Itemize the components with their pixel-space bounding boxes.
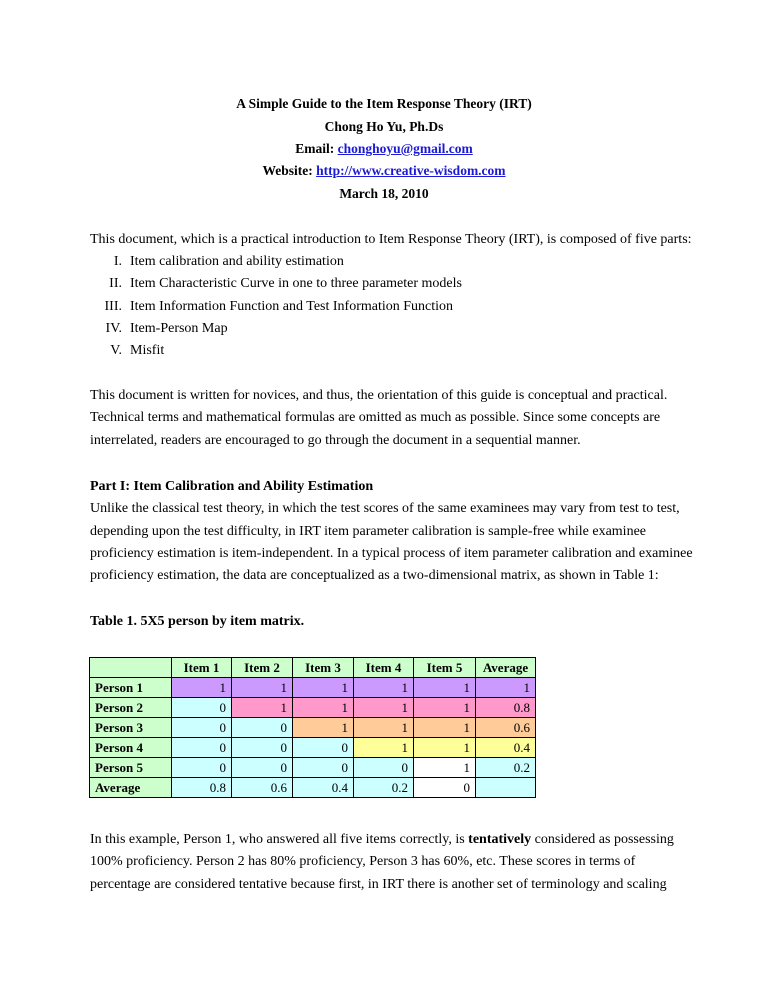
row-label: Person 5 (90, 758, 172, 778)
list-item (96, 318, 462, 340)
table-cell: 1 (293, 678, 354, 698)
table-cell: 1 (414, 698, 476, 718)
table-cell (476, 778, 536, 798)
row-label: Person 2 (90, 698, 172, 718)
header-cell: Item 3 (293, 658, 354, 678)
paragraph-line: interrelated, readers are encouraged to go through the document in a sequential manner. (90, 432, 581, 448)
email-link[interactable]: chonghoyu@gmail.com (337, 141, 473, 156)
list-number: II. (109, 276, 122, 292)
list-item (96, 273, 462, 295)
intro-paragraph (90, 229, 690, 251)
row-label: Person 1 (90, 678, 172, 698)
text-run: In this example, Person 1, who answered all five items correctly, is (90, 832, 469, 847)
header-cell: Item 2 (232, 658, 293, 678)
author-name: Chong Ho Yu, Ph.Ds (324, 119, 444, 134)
list-number: I. (113, 254, 122, 269)
list-item (96, 296, 462, 318)
list-label: Misfit (130, 343, 165, 359)
list-label: Item Characteristic Curve in one to three parameter models (130, 276, 462, 292)
website-line (0, 163, 768, 179)
table-cell: 0 (172, 698, 232, 718)
header-cell: Average (476, 658, 536, 678)
email-line (0, 141, 768, 157)
table-caption: Table 1. 5X5 person by item matrix. (90, 614, 305, 629)
website-label: Website: (262, 163, 313, 178)
table-cell: 0 (354, 758, 414, 778)
table-row (90, 698, 536, 718)
novice-paragraph (90, 385, 690, 452)
table-cell: 0.6 (232, 778, 293, 798)
table-cell: 1 (354, 718, 414, 738)
table-cell: 1 (354, 738, 414, 758)
document-date: March 18, 2010 (339, 186, 429, 201)
table-cell: 0.4 (476, 738, 536, 758)
table-row (90, 758, 536, 778)
list-item (96, 251, 462, 273)
list-item (96, 340, 462, 362)
list-number: III. (104, 298, 122, 314)
paragraph-line (90, 829, 690, 851)
emphasis-text: tentatively (468, 832, 532, 847)
example-paragraph (90, 829, 690, 896)
table-cell: 0 (172, 738, 232, 758)
table-cell: 1 (232, 698, 293, 718)
table-cell: 0 (232, 758, 293, 778)
intro-text: This document, which is a practical introduction to Item Response Theory (IRT), is composed of five parts: (90, 232, 692, 247)
table-cell: 0 (232, 738, 293, 758)
paragraph-line: This document is written for novices, and thus, the orientation of this guide is conceptual and practical. (90, 388, 668, 403)
paragraph-line: Unlike the classical test theory, in which the test scores of the same examinees may vary from test to test, (90, 501, 680, 517)
list-label: Item-Person Map (130, 320, 228, 336)
table-cell: 1 (414, 758, 476, 778)
table-cell: 1 (354, 698, 414, 718)
paragraph-line: Technical terms and mathematical formulas are omitted as much as possible. Since some concepts are (90, 410, 661, 426)
text-run: considered as possessing (531, 832, 674, 847)
table-cell: 1 (414, 718, 476, 738)
list-label: Item calibration and ability estimation (130, 254, 344, 269)
header-cell: Item 5 (414, 658, 476, 678)
table-row (90, 678, 536, 698)
row-label: Person 3 (90, 718, 172, 738)
table-cell: 0 (232, 718, 293, 738)
section-heading: Part I: Item Calibration and Ability Estimation (90, 479, 374, 494)
website-link[interactable]: http://www.creative-wisdom.com (316, 163, 506, 178)
table-cell: 0.8 (172, 778, 232, 798)
list-number: IV. (105, 320, 122, 336)
document-title: A Simple Guide to the Item Response Theory (IRT) (236, 96, 532, 111)
paragraph-line: percentage are considered tentative because first, in IRT there is another set of terminology and scaling (90, 876, 667, 892)
table-cell: 1 (293, 698, 354, 718)
table-row (90, 778, 536, 798)
parts-list (96, 251, 462, 362)
table-cell: 0.2 (354, 778, 414, 798)
table-cell: 1 (293, 718, 354, 738)
table-cell: 1 (414, 738, 476, 758)
table-cell: 1 (414, 678, 476, 698)
table-cell: 0 (414, 778, 476, 798)
email-label: Email: (295, 141, 335, 156)
table-cell: 1 (354, 678, 414, 698)
row-label: Average (90, 778, 172, 798)
paragraph-line: proficiency estimation is item-independent. In a typical process of item parameter calibration and examinee (90, 545, 693, 561)
table-row (90, 718, 536, 738)
row-label: Person 4 (90, 738, 172, 758)
table-cell: 0.6 (476, 718, 536, 738)
table-cell: 0 (293, 758, 354, 778)
table-cell: 0 (293, 738, 354, 758)
table-cell: 0.8 (476, 698, 536, 718)
table-cell: 0 (172, 758, 232, 778)
table-cell: 1 (232, 678, 293, 698)
header-cell: Item 4 (354, 658, 414, 678)
table-cell: 1 (172, 678, 232, 698)
table-cell: 0.2 (476, 758, 536, 778)
table-cell: 0 (172, 718, 232, 738)
table-row (90, 738, 536, 758)
person-item-matrix (89, 657, 536, 798)
paragraph-line: depending upon the test difficulty, in IRT item parameter calibration is sample-free while examinee (90, 523, 646, 539)
header-cell (90, 658, 172, 678)
paragraph-line: 100% proficiency. Person 2 has 80% proficiency, Person 3 has 60%, etc. These scores in terms of (90, 854, 636, 870)
list-label: Item Information Function and Test Information Function (130, 298, 454, 314)
table-cell: 1 (476, 678, 536, 698)
header-cell: Item 1 (172, 658, 232, 678)
list-number: V. (110, 343, 122, 359)
part1-section (90, 476, 693, 587)
table-header-row (90, 658, 536, 678)
table-cell: 0.4 (293, 778, 354, 798)
paragraph-line: proficiency estimation, the data are conceptualized as a two-dimensional matrix, as shown in Table 1: (90, 568, 659, 584)
